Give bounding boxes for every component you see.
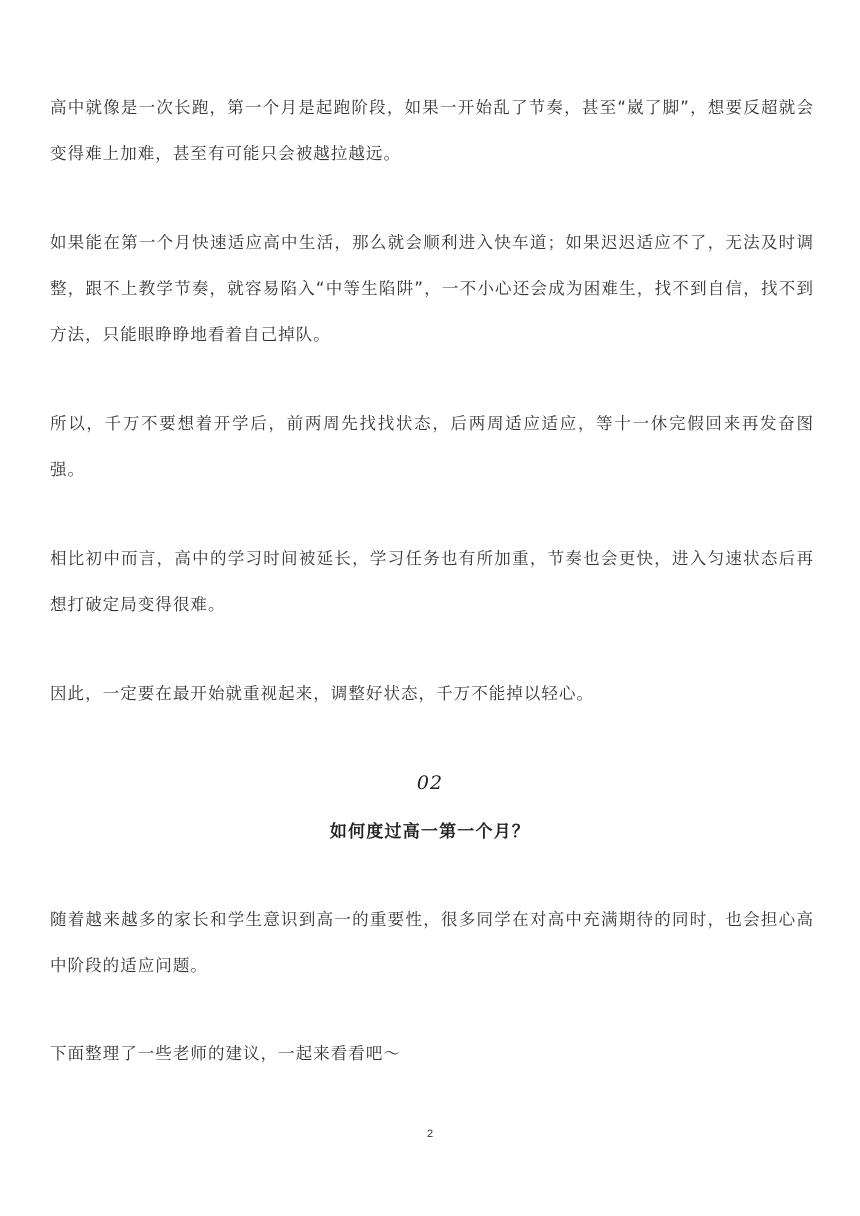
section-title: 如何度过高一第一个月？ — [329, 822, 531, 842]
page-number: 2 — [426, 1128, 434, 1140]
paragraph-first-month: 如果能在第一个月快速适应高中生活，那么就会顺利进入快车道；如果迟迟适应不了，无法及时调整，跟不上教学节奏，就容易陷入“中等生陷阱”，一不小心还会成为困难生，找不到自信，找不到方法，只能眼睁睁地看着自己掉队。 — [50, 233, 814, 344]
paragraph-advice-intro: 下面整理了一些老师的建议，一起来看看吧～ — [50, 1044, 401, 1063]
paragraph-awareness: 随着越来越多的家长和学生意识到高一的重要性，很多同学在对高中充满期待的同时，也会担心高中阶段的适应问题。 — [50, 910, 814, 975]
paragraph-conclusion: 因此，一定要在最开始就重视起来，调整好状态，千万不能掉以轻心。 — [50, 684, 595, 703]
paragraph-long-run: 高中就像是一次长跑，第一个月是起跑阶段，如果一开始乱了节奏，甚至“崴了脚”，想要反超就会变得难上加难，甚至有可能只会被越拉越远。 — [50, 98, 814, 163]
paragraph-dont-wait: 所以，千万不要想着开学后，前两周先找找状态，后两周适应适应，等十一休完假回来再发奋图强。 — [50, 414, 814, 479]
section-number: 02 — [416, 772, 444, 794]
paragraph-comparison: 相比初中而言，高中的学习时间被延长，学习任务也有所加重，节奏也会更快，进入匀速状态后再想打破定局变得很难。 — [50, 549, 814, 614]
